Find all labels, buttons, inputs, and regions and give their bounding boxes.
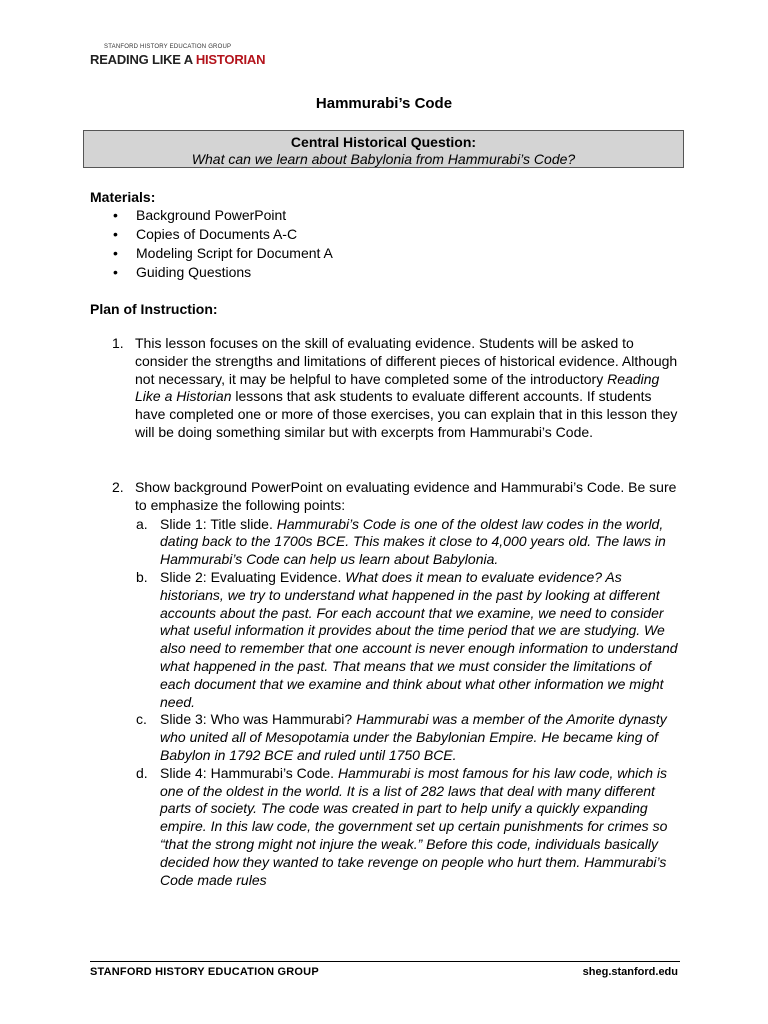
step-number: 2.	[112, 479, 124, 495]
point-detail: What does it mean to evaluate evidence? As historians, we try to understand what happened in the past by looking at different accounts about the past. For each account that we examine, we need to consider what useful information it provides about the time period that we are studying. We also need to remember that one account is never enough information to understand what happened in the past. That means that we must consider the limitations of each document that we examine and think about what other information we might need.	[160, 568, 678, 710]
step-1-text	[135, 335, 682, 442]
logo-text-2: HIST	[195, 52, 225, 67]
page-title: Hammurabi’s Code	[315, 95, 453, 112]
materials-item: • Modeling Script for Document A	[113, 244, 333, 263]
central-question-box	[83, 130, 684, 168]
logo-subtitle: STANFORD HISTORY EDUCATION GROUP	[104, 44, 232, 50]
materials-item: • Copies of Documents A-C	[113, 225, 333, 244]
slide-point	[136, 569, 682, 711]
materials-list	[113, 206, 333, 282]
step-1-text-a: This lesson focuses on the skill of evaluating evidence. Students will be asked to consider the strengths and limitations of different pieces of historical evidence. Although not necessary, it may be helpful to have completed some of the introductory	[135, 335, 678, 387]
logo-text-1: READING LIKE A	[90, 52, 196, 67]
logo-text-4: RIAN	[234, 52, 266, 67]
plan-heading: Plan of Instruction:	[90, 301, 218, 317]
step-1-italic: Reading Like a Historian	[135, 370, 660, 405]
step-2-text: Show background PowerPoint on evaluating evidence and Hammurabi’s Code. Be sure to emphasize the following points:	[135, 479, 677, 513]
materials-heading: Materials:	[90, 189, 156, 205]
point-lead: Slide 4: Hammurabi’s Code.	[160, 764, 338, 781]
central-question-text: What can we learn about Babylonia from Hammurabi’s Code?	[191, 151, 576, 167]
sheg-logo	[90, 44, 265, 67]
slide-point	[136, 765, 682, 890]
point-lead: Slide 1: Title slide.	[160, 515, 277, 532]
point-detail: Hammurabi’s Code is one of the oldest law codes in the world, dating back to the 1700s BCE. This makes it close to 4,000 years old. The laws in Hammurabi’s Code can help us learn about Babylonia.	[160, 515, 666, 568]
point-lead: Slide 2: Evaluating Evidence.	[160, 568, 346, 585]
point-lead: Slide 3: Who was Hammurabi?	[160, 711, 357, 728]
step-number: 1.	[112, 335, 124, 351]
materials-item: • Guiding Questions	[113, 263, 333, 282]
point-letter: b.	[136, 568, 148, 585]
slide-points-list	[112, 516, 682, 890]
point-letter: d.	[136, 764, 148, 781]
materials-item: • Background PowerPoint	[113, 206, 333, 225]
point-detail: Hammurabi was a member of the Amorite dynasty who united all of Mesopotamia under the Babylonian Empire. He became king of Babylon in 1792 BCE and ruled until 1750 BCE.	[160, 711, 667, 763]
footer-org-name: STANFORD HISTORY EDUCATION GROUP	[90, 966, 319, 978]
plan-step-1	[112, 335, 682, 442]
plan-step-2	[112, 479, 682, 889]
point-letter: c.	[136, 711, 147, 728]
slide-point	[136, 516, 682, 569]
point-detail: Hammurabi is most famous for his law code, which is one of the oldest in the world. It is a list of 282 laws that deal with many different parts of society. The code was created in part to help unify a quickly expanding empire. In this law code, the government set up certain punishments for crimes so “that the strong might not injure the weak.” Before this code, individuals basically decided how they wanted to take revenge on people who hurt them. Hammurabi’s Code made rules	[160, 764, 668, 888]
logo-text-3: O	[224, 52, 235, 67]
footer-url: sheg.stanford.edu	[582, 966, 678, 978]
step-1-text-b: lessons that ask students to evaluate different accounts. If students have completed one or more of those exercises, you can explain that in this lesson they will be doing something similar but with excerpts from Hammurabi’s Code.	[135, 388, 678, 440]
point-letter: a.	[136, 515, 148, 532]
logo-title	[90, 52, 265, 67]
footer-divider	[90, 961, 680, 962]
central-question-label: Central Historical Question:	[290, 134, 477, 150]
slide-point	[136, 711, 682, 764]
